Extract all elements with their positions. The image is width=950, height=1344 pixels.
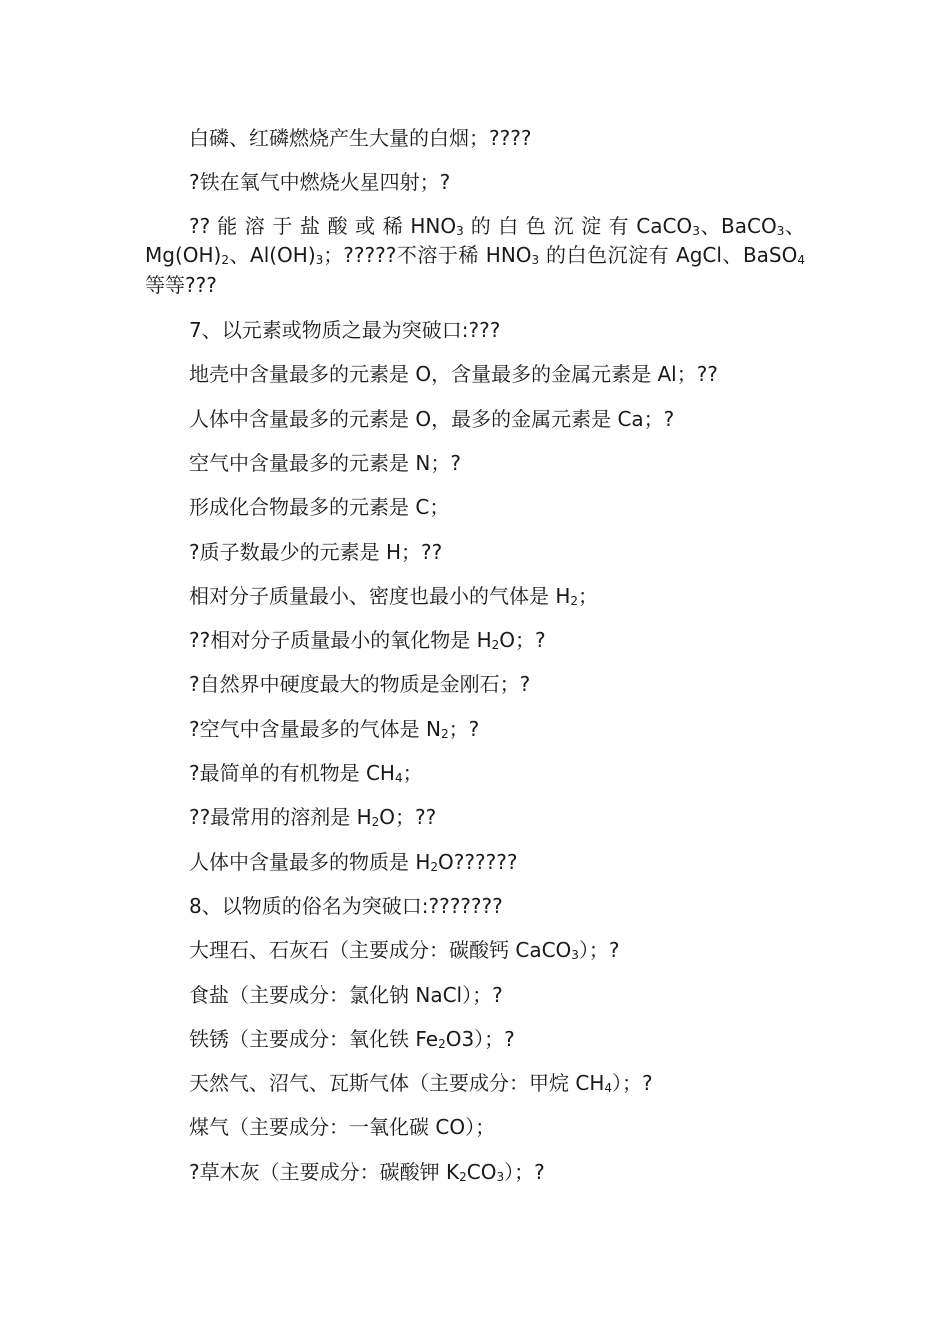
paragraph: 人体中含量最多的元素是 O，最多的金属元素是 Ca；? [189,406,675,431]
paragraph: ?空气中含量最多的气体是 $N_2$；? [189,716,480,741]
paragraph: 地壳中含量最多的元素是 O，含量最多的金属元素是 Al；?? [189,362,718,387]
paragraph: ??最常用的溶剂是 $H_2O$；?? [189,805,437,830]
paragraph: 相对分子质量最小、密度也最小的气体是 $H_2$； [189,583,599,608]
paragraph: 白磷、红磷燃烧产生大量的白烟；???? [189,126,532,150]
paragraph: 人体中含量最多的物质是 $H_2O$?????? [189,849,518,874]
paragraph: 煤气（主要成分：一氧化碳 CO）； [189,1115,496,1140]
paragraph: ?铁在氧气中燃烧火星四射；? [189,170,451,195]
section-heading: 8、以物质的俗名为突破口:??????? [189,893,503,918]
section-heading: 7、以元素或物质之最为突破口:??? [189,318,501,343]
paragraph: ?最简单的有机物是 $CH_4$； [189,761,423,786]
paragraph: 食盐（主要成分：氯化钠 NaCl）；? [189,982,503,1007]
paragraph: 天然气、沼气、瓦斯气体（主要成分：甲烷 $CH_4$）；? [189,1071,653,1096]
paragraph: 形成化合物最多的元素是 C； [189,495,450,520]
paragraph: 铁锈（主要成分：氧化铁 $Fe_2O3$）；? [189,1026,515,1051]
paragraph: ?质子数最少的元素是 H；?? [189,539,443,564]
document-body [145,116,805,1194]
paragraph: ?草木灰（主要成分：碳酸钾 $K_2CO_3$）；? [189,1159,545,1184]
paragraph: ?自然界中硬度最大的物质是金刚石；? [189,672,531,697]
paragraph-precipitates: ?? 能 溶 于 盐 酸 或 稀 $HNO_3$ 的 白 色 沉 淀 有 CaCO$_3$、BaCO$_3$、$Mg(OH)_2$、$Al(OH)_3$；?????不溶于稀 $HNO_3$ 的白色沉淀有 AgCl、BaSO$_4$等等??? [145,213,806,297]
paragraph: ??相对分子质量最小的氧化物是 $H_2O$；? [189,628,546,653]
paragraph: 空气中含量最多的元素是 N；? [189,450,461,475]
paragraph: 大理石、石灰石（主要成分：碳酸钙 CaCO$_3$）；? [189,938,620,963]
